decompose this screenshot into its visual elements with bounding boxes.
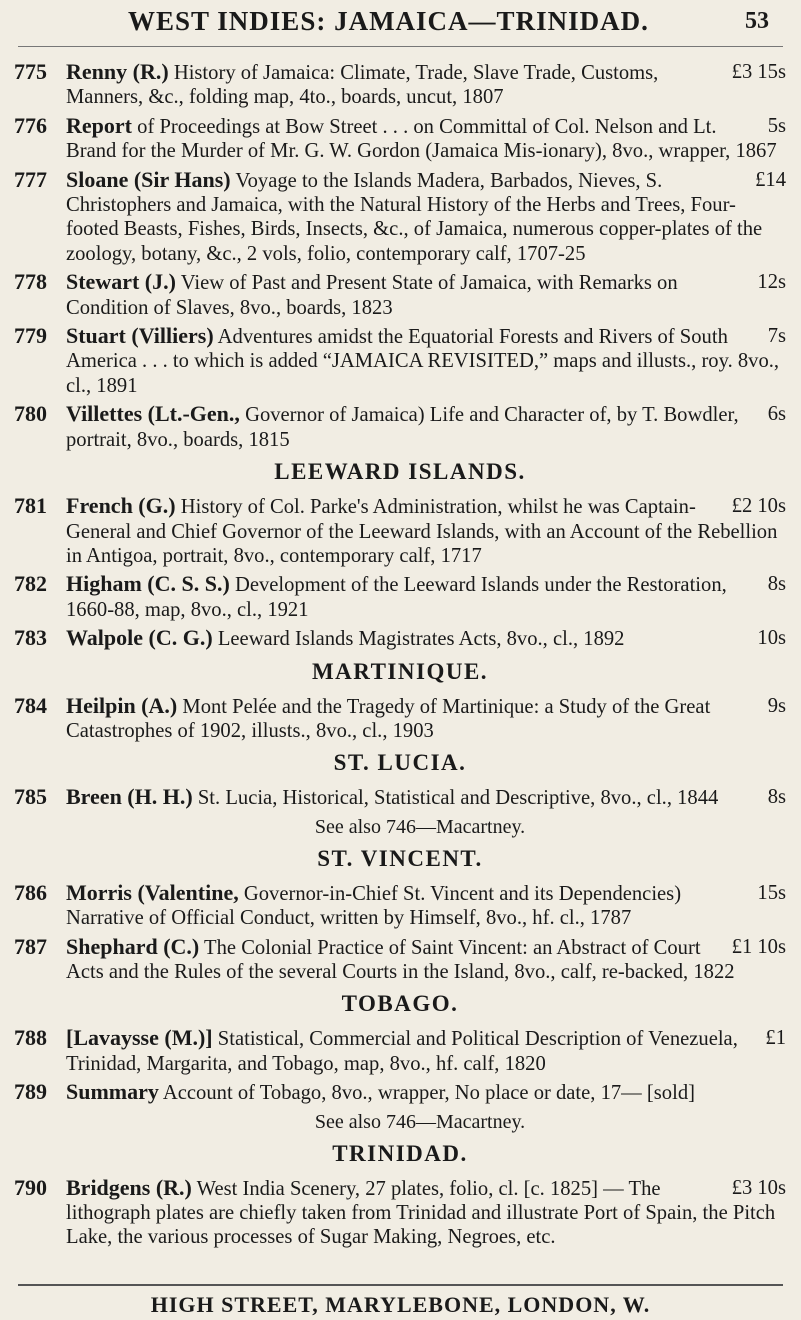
entry-author: Breen (H. H.) xyxy=(66,784,193,810)
entry-author: Renny (R.) xyxy=(66,59,169,84)
martinique-entries xyxy=(14,694,786,744)
section-heading-tobago: TOBAGO. xyxy=(341,991,459,1017)
entry-author: Stewart (J.) xyxy=(66,269,176,295)
trinidad-entries xyxy=(14,1176,786,1250)
entry-price: £3 15s xyxy=(731,61,786,83)
catalogue-entry xyxy=(14,402,786,452)
entry-price: 7s xyxy=(767,325,786,348)
entry-number: 775 xyxy=(14,59,47,84)
entry-number: 777 xyxy=(14,166,47,192)
catalogue-entry xyxy=(14,1080,786,1105)
entry-number: 776 xyxy=(14,112,47,138)
leeward-entries xyxy=(14,494,786,651)
catalogue-entry xyxy=(14,324,786,398)
cross-reference-note: See also 746—Macartney. xyxy=(314,815,526,838)
entry-description: West India Scenery, 27 plates, folio, cl. [c. 1825] — The lithograph plates are chiefly taken from Trinidad and illustrate Port of Spain, the Pitch Lake, the various processes of Sugar Making, Negroes, etc. xyxy=(66,1177,776,1249)
st-vincent-entries xyxy=(14,881,786,985)
entry-description: History of Col. Parke's Administration, whilst he was Captain-General and Chief Governor of the Leeward Islands, with an Account of the Rebellion in Antigoa, portrait, 8vo., contemporary calf, 1717 xyxy=(66,496,778,567)
entry-number: 784 xyxy=(14,692,47,718)
entry-number: 787 xyxy=(14,933,47,959)
section-heading-trinidad: TRINIDAD. xyxy=(332,1140,468,1166)
entry-price: 10s xyxy=(757,627,786,650)
catalogue-entry xyxy=(14,881,786,931)
entry-price: £14 xyxy=(755,168,786,191)
entry-number: 790 xyxy=(14,1174,47,1200)
entry-author: Report xyxy=(66,112,132,138)
catalogue-entry xyxy=(14,60,786,110)
entry-number: 778 xyxy=(14,269,47,295)
entry-number: 785 xyxy=(14,784,47,810)
entry-number: 779 xyxy=(14,323,47,349)
entry-description: Leeward Islands Magistrates Acts, 8vo., cl., 1892 xyxy=(217,628,625,651)
entry-number: 786 xyxy=(14,879,47,905)
entry-author: Summary xyxy=(66,1079,159,1105)
entry-price: £2 10s xyxy=(731,495,786,518)
entry-description: Mont Pelée and the Tragedy of Martinique: a Study of the Great Catastrophes of 1902, illusts., 8vo., cl., 1903 xyxy=(66,695,711,742)
entry-description: Adventures amidst the Equatorial Forests and Rivers of South America . . . to which is added “JAMAICA REVISITED,” maps and illusts., roy. 8vo., cl., 1891 xyxy=(66,326,780,397)
catalogue-entry xyxy=(14,494,786,568)
entry-price: £3 10s xyxy=(731,1176,786,1199)
entry-price: 12s xyxy=(757,271,786,294)
footer-rule xyxy=(18,1284,783,1286)
catalogue-entry xyxy=(14,114,786,164)
catalogue-entry xyxy=(14,785,786,810)
entry-author: Walpole (C. G.) xyxy=(66,625,213,651)
tobago-entries xyxy=(14,1026,786,1105)
footer-address: HIGH STREET, MARYLEBONE, LONDON, W. xyxy=(150,1292,651,1317)
section-heading-leeward: LEEWARD ISLANDS. xyxy=(274,459,526,485)
catalogue-body xyxy=(14,60,786,1254)
entry-author: Heilpin (A.) xyxy=(66,692,178,718)
entry-number: 783 xyxy=(14,625,47,651)
section-heading-st-vincent: ST. VINCENT. xyxy=(317,845,483,871)
page-header xyxy=(0,6,801,46)
entry-price: £1 10s xyxy=(731,935,786,958)
entry-author: [Lavaysse (M.)] xyxy=(66,1025,213,1051)
entry-author: Villettes (Lt.-Gen., xyxy=(66,401,240,427)
jamaica-entries xyxy=(14,60,786,452)
entry-number: 780 xyxy=(14,401,47,427)
entry-description: Voyage to the Islands Madera, Barbados, Nieves, S. Christophers and Jamaica, with the Natural History of the Herbs and Trees, Four-footed Beasts, Fishes, Birds, Insects, &c., of Jamaica, numerous copper-plates of the zoology, botany, &c., 2 vols, folio, contemporary calf, 1707-25 xyxy=(66,169,763,265)
catalogue-entry xyxy=(14,694,786,744)
catalogue-entry xyxy=(14,1026,786,1076)
entry-description: Governor-in-Chief St. Vincent and its Dependencies) Narrative of Official Conduct, written by Himself, 8vo., hf. cl., 1787 xyxy=(66,882,682,930)
entry-description: Development of the Leeward Islands under the Restoration, 1660-88, map, 8vo., cl., 1921 xyxy=(66,574,727,621)
header-rule xyxy=(18,46,783,47)
entry-number: 788 xyxy=(14,1025,47,1051)
section-heading-st-lucia: ST. LUCIA. xyxy=(333,750,467,776)
entry-price: 5s xyxy=(767,114,786,137)
entry-number: 782 xyxy=(14,571,47,597)
entry-author: Shephard (C.) xyxy=(66,933,200,959)
entry-number: 789 xyxy=(14,1079,47,1105)
catalogue-entry xyxy=(14,270,786,320)
entry-author: Morris (Valentine, xyxy=(66,879,239,905)
section-heading-martinique: MARTINIQUE. xyxy=(311,658,489,684)
entry-price: 15s xyxy=(757,881,786,904)
page-number: 53 xyxy=(745,8,769,34)
entry-author: Stuart (Villiers) xyxy=(66,323,214,349)
entry-author: Bridgens (R.) xyxy=(66,1174,192,1200)
entry-description: History of Jamaica: Climate, Trade, Slave Trade, Customs, Manners, &c., folding map, 4to., boards, uncut, 1807 xyxy=(66,62,659,109)
entry-description: Governor of Jamaica) Life and Character of, by T. Bowdler, portrait, 8vo., boards, 1815 xyxy=(66,404,739,451)
entry-description: View of Past and Present State of Jamaica, with Remarks on Condition of Slaves, 8vo., boards, 1823 xyxy=(66,272,678,319)
entry-description: The Colonial Practice of Saint Vincent: an Abstract of Court Acts and the Rules of the several Courts in the Island, 8vo., calf, re-backed, 1822 xyxy=(66,936,735,983)
catalogue-entry xyxy=(14,168,786,267)
catalogue-entry xyxy=(14,1176,786,1250)
entry-price: 8s xyxy=(767,573,786,596)
catalogue-entry xyxy=(14,572,786,622)
catalogue-entry xyxy=(14,935,786,985)
entry-description: of Proceedings at Bow Street . . . on Committal of Col. Nelson and Lt. Brand for the Murder of Mr. G. W. Gordon (Jamaica Mis-ionary), 8vo., wrapper, 1867 xyxy=(66,115,777,163)
st-lucia-entries xyxy=(14,785,786,810)
catalogue-entry xyxy=(14,626,786,651)
entry-description: Account of Tobago, 8vo., wrapper, No place or date, 17— [sold] xyxy=(162,1082,695,1105)
entry-price: 8s xyxy=(767,786,786,809)
entry-price: £1 xyxy=(765,1027,786,1050)
entry-author: Higham (C. S. S.) xyxy=(66,571,230,597)
entry-number: 781 xyxy=(14,493,47,519)
entry-description: St. Lucia, Historical, Statistical and Descriptive, 8vo., cl., 1844 xyxy=(197,787,719,810)
entry-description: Statistical, Commercial and Political Description of Venezuela, Trinidad, Margarita, and Tobago, map, 8vo., hf. calf, 1820 xyxy=(66,1028,738,1075)
entry-price: 9s xyxy=(767,694,786,717)
entry-author: French (G.) xyxy=(66,493,176,519)
entry-author: Sloane (Sir Hans) xyxy=(66,166,231,192)
running-title: WEST INDIES: JAMAICA—TRINIDAD. xyxy=(128,6,649,36)
entry-price: 6s xyxy=(767,403,786,426)
cross-reference-note: See also 746—Macartney. xyxy=(314,1110,526,1133)
